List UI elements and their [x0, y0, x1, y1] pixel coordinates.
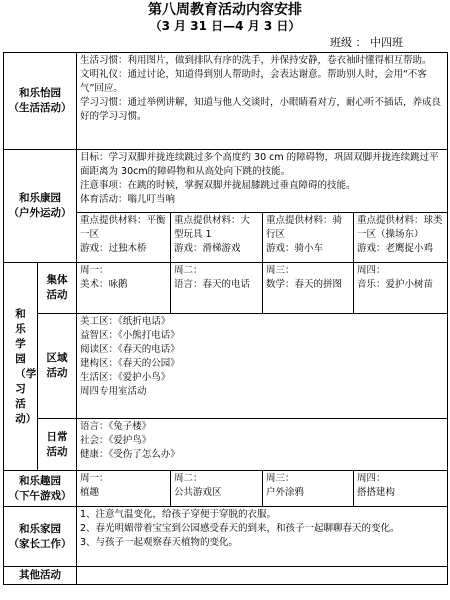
- outdoor-content: [77, 150, 448, 213]
- day-label: 周二：: [174, 473, 203, 484]
- life-row: [4, 53, 448, 150]
- day-content: 美术：咏鹅: [80, 279, 128, 290]
- material-game: 游戏：滑梯游戏: [174, 243, 241, 254]
- daily-item: 社会：《爱护鸟》: [80, 435, 152, 446]
- class-label: 班级 ： 中四班: [330, 36, 403, 49]
- day-content: 搭搭建构: [357, 487, 396, 498]
- learning-label: [4, 263, 38, 471]
- family-label-name: 和乐家园: [19, 522, 61, 535]
- day-content: 语言：春天的电话: [174, 279, 251, 290]
- material-game: 游戏：过独木桥: [80, 243, 147, 254]
- collective-day: [77, 263, 171, 314]
- area-label: [38, 314, 77, 419]
- area-label-2: 活动: [46, 367, 68, 379]
- collective-label: [38, 263, 77, 314]
- day-label: 周一：: [80, 473, 109, 484]
- material-cell: [171, 213, 263, 263]
- outdoor-item: 目标：学习双脚并拢连续跳过多个高度约 30 cm 的障碍物，巩固双脚并拢连续跳过平面距离为 30cm的障碍物和从高处向下跳的技能。: [80, 152, 439, 177]
- family-label: [4, 507, 77, 567]
- area-label-1: 区域: [46, 352, 68, 364]
- day-content: 数学：春天的拼图: [266, 279, 343, 290]
- life-label: [4, 53, 77, 150]
- outdoor-row: [4, 150, 448, 213]
- area-item: 美工区：《纸折电话》: [80, 316, 171, 327]
- day-label: 周三：: [266, 473, 295, 484]
- daily-row: [4, 419, 448, 471]
- other-row: [4, 567, 448, 585]
- material-game: 游戏：骑小车: [266, 243, 324, 254]
- games-day: [354, 471, 448, 507]
- area-item: 周四专用室活动: [80, 386, 147, 397]
- games-label-sub: （下午游戏）: [8, 489, 72, 502]
- material-cell: [77, 213, 171, 263]
- family-item: 1、注意气温变化，给孩子穿便于穿脱的衣服。: [80, 509, 277, 520]
- learning-label-text: 和乐学园（学习活动）: [15, 307, 37, 425]
- other-content: [77, 567, 448, 585]
- games-day: [77, 471, 171, 507]
- daily-item: 语言：《兔子楼》: [80, 421, 152, 432]
- day-label: 周四：: [357, 265, 386, 276]
- life-content: [77, 53, 448, 150]
- day-label: 周二：: [174, 265, 203, 276]
- life-item: 文明礼仪：通过讨论，知道得到别人帮助时，会表达谢意。帮助别人时，会用“不客气”回应。: [80, 69, 427, 94]
- material-cell: [263, 213, 354, 263]
- games-label-name: 和乐趣园: [19, 474, 61, 487]
- family-content: [77, 507, 448, 567]
- daily-label-2: 活动: [46, 445, 68, 458]
- material-cell: [354, 213, 448, 263]
- day-label: 周一：: [80, 265, 109, 276]
- schedule-table: [3, 52, 448, 585]
- collective-day: [171, 263, 263, 314]
- area-row: [4, 314, 448, 419]
- games-label: [4, 471, 77, 507]
- day-content: 植趣: [80, 487, 100, 498]
- games-row: [4, 471, 448, 507]
- outdoor-item: 体育活动：嗡儿叮当响: [80, 194, 176, 205]
- material-game: 游戏：老鹰捉小鸡: [357, 243, 434, 254]
- family-row: [4, 507, 448, 567]
- outdoor-label: [4, 150, 77, 263]
- daily-content: [77, 419, 448, 471]
- day-content: 户外涂鸦: [266, 487, 305, 498]
- material-text: 重点提供材料：平衡一区: [80, 215, 166, 240]
- collective-day: [354, 263, 448, 314]
- day-content: 音乐：爱护小树苗: [357, 279, 434, 290]
- material-text: 重点提供材料：骑行区: [266, 215, 343, 240]
- games-day: [263, 471, 354, 507]
- area-item: 建构区：《春天的公园》: [80, 358, 180, 369]
- family-item: 2、春光明媚带着宝宝到公园感受春天的到来，和孩子一起聊聊春天的变化。: [80, 523, 400, 534]
- life-label-sub: （生活活动）: [8, 102, 72, 114]
- page-title: 第八周教育活动内容安排: [148, 2, 302, 18]
- daily-label: [38, 419, 77, 471]
- area-item: 益智区：《小熊打电话》: [80, 330, 180, 341]
- games-day: [171, 471, 263, 507]
- life-item: 学习习惯：通过举例讲解，知道与他人交谈时，小眼睛看对方，耐心听不插话，养成良好的学习习惯。: [80, 97, 442, 122]
- daily-label-1: 日常: [46, 430, 68, 443]
- date-range: （3 月 31 日—4 月 3 日）: [149, 19, 301, 33]
- day-label: 周三：: [266, 265, 295, 276]
- outdoor-item: 注意事项：在跳的时候，掌握双脚并拢屈膝跳过垂直障碍的技能。: [80, 180, 356, 191]
- material-text: 重点提供材料：大型玩具 1: [174, 215, 251, 240]
- area-content: [77, 314, 448, 419]
- life-label-name: 和乐怡园: [19, 87, 61, 99]
- daily-item: 健康：《受伤了怎么办》: [80, 449, 180, 460]
- day-content: 公共游戏区: [174, 487, 222, 498]
- family-label-sub: （家长工作）: [8, 537, 72, 550]
- collective-label-2: 活动: [46, 289, 68, 301]
- collective-row: [4, 263, 448, 314]
- area-item: 阅读区：《春天的电话》: [80, 344, 180, 355]
- outdoor-label-sub: （户外运动）: [8, 207, 72, 219]
- life-item: 生活习惯：利用图片，做到排队有序的洗手，并保持安静，卷衣袖时懂得相互帮助。: [80, 55, 432, 66]
- other-label: 其他活动: [4, 567, 77, 585]
- material-text: 重点提供材料：球类一区（操场东）: [357, 215, 443, 240]
- collective-day: [263, 263, 354, 314]
- collective-label-1: 集体: [46, 274, 68, 286]
- day-label: 周四：: [357, 473, 386, 484]
- outdoor-label-name: 和乐康园: [19, 192, 61, 204]
- area-item: 生活区：《爱护小鸟》: [80, 372, 171, 383]
- family-item: 3、与孩子一起观察春天植物的变化。: [80, 537, 239, 548]
